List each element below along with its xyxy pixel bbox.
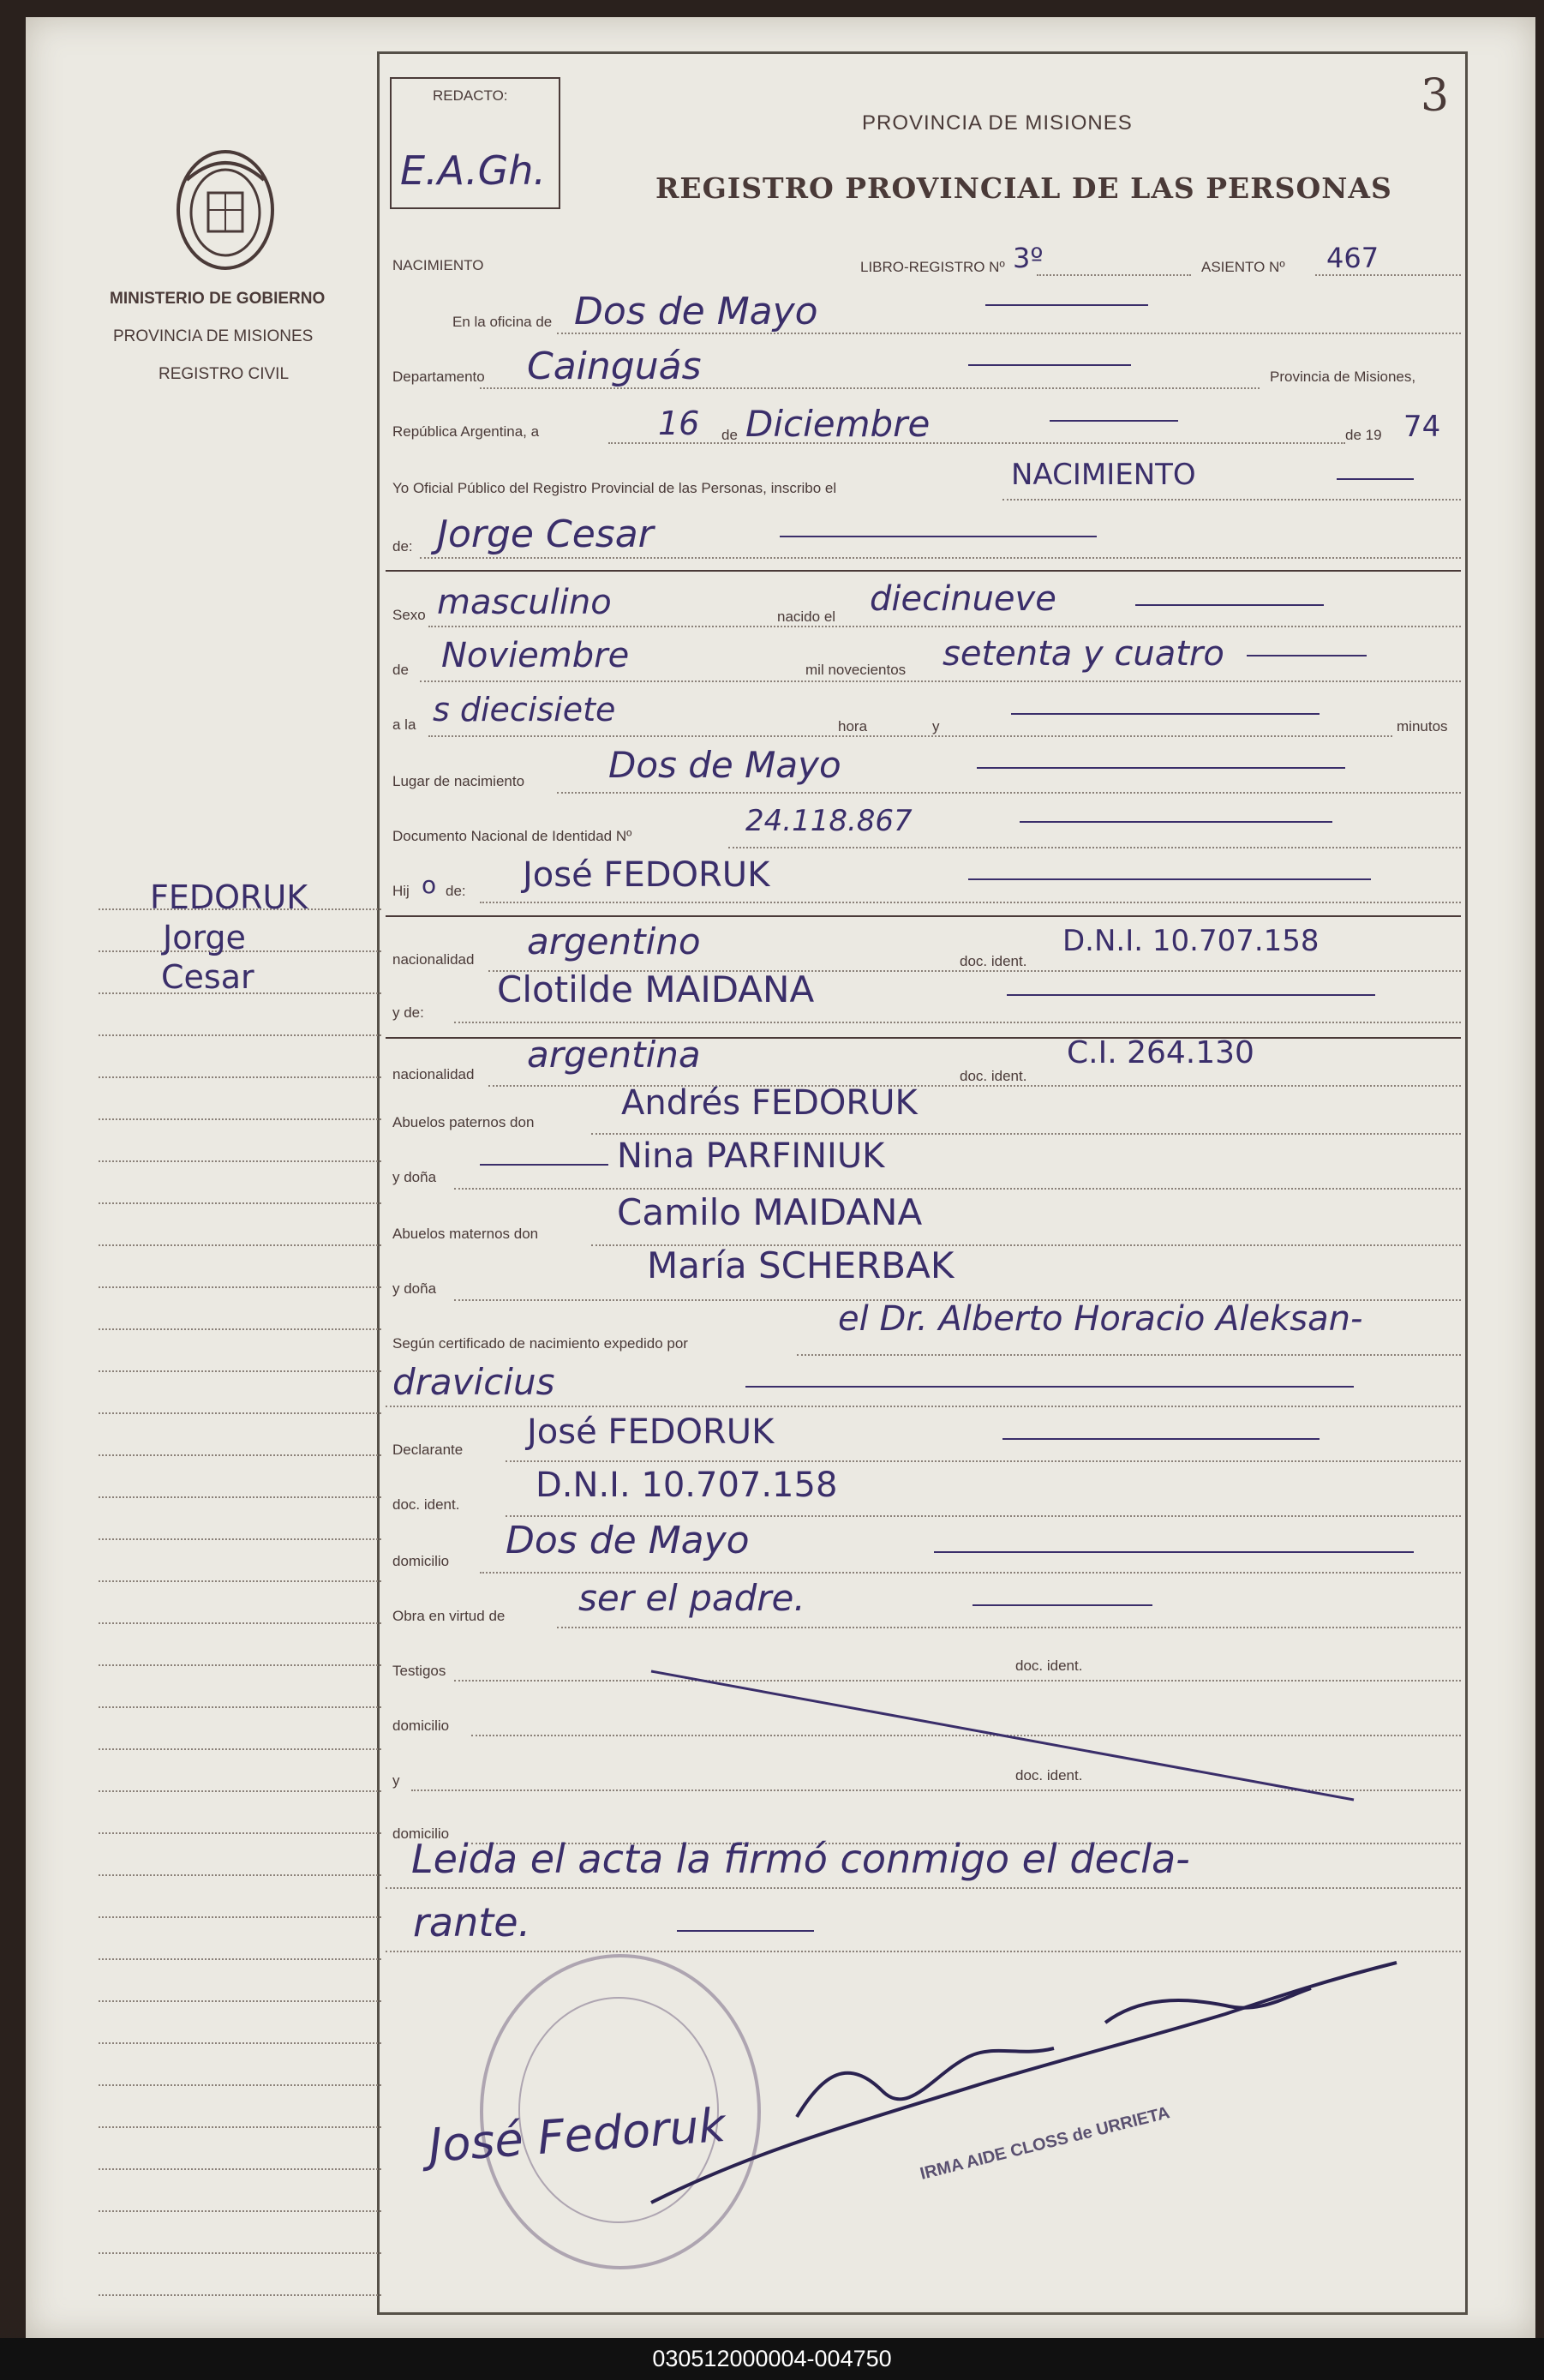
- margin-rule-line: [99, 2126, 381, 2128]
- libro-value: 3º: [1013, 242, 1044, 274]
- margin-rule-line: [99, 1412, 381, 1414]
- abuela-pat-value: Nina PARFINIUK: [617, 1136, 885, 1176]
- libro-label: LIBRO-REGISTRO Nº: [860, 259, 1005, 275]
- de-mes-label: de: [392, 662, 409, 678]
- margin-rule-line: [99, 1244, 381, 1246]
- dots-madre: [454, 1022, 1461, 1023]
- obra-value: ser el padre.: [578, 1577, 805, 1619]
- fill-dash: [1337, 478, 1414, 480]
- margin-rule-line: [99, 2084, 381, 2086]
- asiento-dots: [1315, 274, 1461, 276]
- oficial-stamp-text: IRMA AIDE CLOSS de URRIETA: [918, 2103, 1172, 2184]
- full-rule: [386, 915, 1461, 917]
- mes-value: Diciembre: [745, 403, 931, 445]
- margin-rule-line: [99, 1034, 381, 1036]
- declarante-label: Declarante: [392, 1442, 464, 1458]
- fill-dash: [1050, 420, 1178, 422]
- ministry-line2: PROVINCIA DE MISIONES: [113, 327, 314, 345]
- redacto-initials: E.A.Gh.: [400, 147, 547, 194]
- de-label: de: [721, 427, 738, 443]
- provincia-suffix: Provincia de Misiones,: [1270, 369, 1416, 385]
- registry-title: REGISTRO PROVINCIAL DE LAS PERSONAS: [655, 171, 1392, 205]
- departamento-label: Departamento: [392, 369, 485, 385]
- right-frame: [1465, 51, 1468, 2314]
- bottom-frame: [377, 2312, 1468, 2315]
- redacto-label: REDACTO:: [433, 87, 508, 104]
- margin-rule-line: [99, 2000, 381, 2002]
- abuelo-pat-value: Andrés FEDORUK: [621, 1083, 918, 1123]
- dots-sexo: [428, 626, 1461, 627]
- margin-rule-line: [99, 1538, 381, 1540]
- doc-madre-value: C.I. 264.130: [1067, 1035, 1254, 1070]
- fill-dash: [968, 364, 1131, 366]
- fill-dash: [977, 767, 1345, 769]
- record-type-label: NACIMIENTO: [392, 257, 484, 273]
- testigos-y-label: y: [392, 1772, 400, 1789]
- padre-value: José FEDORUK: [523, 855, 770, 895]
- dots-dom: [480, 1572, 1461, 1574]
- madre-value: Clotilde MAIDANA: [497, 968, 815, 1010]
- margin-rule-line: [99, 2210, 381, 2212]
- margin-rule-line: [99, 1706, 381, 1708]
- fill-dash: [985, 304, 1148, 306]
- domicilio-label: domicilio: [392, 1553, 450, 1569]
- margin-rule-line: [99, 1202, 381, 1204]
- testigos-dom-label: domicilio: [392, 1718, 450, 1734]
- margin-first-name: Jorge: [163, 919, 246, 956]
- fill-dash: [745, 1386, 1354, 1388]
- margin-rule-line: [99, 1328, 381, 1330]
- oficina-label: En la oficina de: [452, 314, 553, 330]
- y-dona-label: y doña: [392, 1169, 437, 1185]
- margin-rule-line: [99, 1916, 381, 1918]
- dots-decl: [506, 1460, 1461, 1462]
- inscribo-value: NACIMIENTO: [1011, 458, 1196, 492]
- void-strike-line: [643, 1663, 1371, 1808]
- redacto-box: [390, 77, 560, 209]
- margin-rule-line: [99, 1496, 381, 1498]
- hora-label: hora: [838, 718, 868, 734]
- asiento-label: ASIENTO Nº: [1201, 259, 1285, 275]
- asiento-value: 467: [1326, 242, 1379, 274]
- margin-rule-line: [99, 2252, 381, 2254]
- certificado-value: el Dr. Alberto Horacio Aleksan-: [838, 1299, 1363, 1339]
- lugar-value: Dos de Mayo: [608, 744, 841, 786]
- dots-cert2: [386, 1406, 1461, 1407]
- margin-rule-line: [99, 1874, 381, 1876]
- fill-dash: [968, 878, 1371, 880]
- doc-decl-value: D.N.I. 10.707.158: [536, 1466, 838, 1505]
- testigos-label: Testigos: [392, 1663, 446, 1679]
- declarante-signature: José Fedoruk: [427, 2097, 727, 2173]
- leida-line-1: Leida el acta la firmó conmigo el decla-: [411, 1836, 1190, 1882]
- fill-dash: [480, 1164, 608, 1166]
- dots-hijo: [480, 902, 1461, 903]
- margin-rule-line: [99, 2294, 381, 2296]
- margin-rule-line: [99, 1958, 381, 1960]
- dots-depto: [480, 387, 1260, 389]
- nombre-value: Jorge Cesar: [437, 513, 654, 556]
- testigos-doc2-label: doc. ident.: [1015, 1767, 1083, 1784]
- hora-value: s diecisiete: [433, 691, 616, 728]
- dots-mes: [420, 680, 1461, 682]
- testigos-dom2-label: domicilio: [392, 1825, 450, 1842]
- certificado-label: Según certificado de nacimiento expedido por: [392, 1335, 688, 1352]
- doc-ident-label: doc. ident.: [960, 953, 1027, 969]
- fill-dash: [1135, 604, 1324, 606]
- dni-label: Documento Nacional de Identidad Nº: [392, 828, 632, 844]
- nacido-label: nacido el: [777, 608, 836, 625]
- dots-cert: [797, 1354, 1461, 1356]
- nacionalidad-label: nacionalidad: [392, 951, 475, 968]
- top-frame: [377, 51, 1468, 54]
- hijo-de-label: de:: [446, 883, 466, 899]
- margin-rule-line: [99, 1370, 381, 1372]
- doc-ident-madre-label: doc. ident.: [960, 1068, 1027, 1084]
- inscribo-label: Yo Oficial Público del Registro Provincial de las Personas, inscribo el: [392, 480, 837, 496]
- dots-rep: [608, 442, 1345, 444]
- margin-rule-line: [99, 1454, 381, 1456]
- domicilio-value: Dos de Mayo: [506, 1519, 750, 1562]
- dots-oficina: [557, 333, 1461, 334]
- nac-padre-value: argentino: [527, 920, 701, 962]
- fill-dash: [780, 536, 1097, 537]
- mes-nac-value: Noviembre: [441, 636, 630, 675]
- hijo-suffix: o: [422, 871, 437, 899]
- fill-dash: [1007, 994, 1375, 996]
- testigos-doc-label: doc. ident.: [1015, 1658, 1083, 1674]
- dots-lugar: [557, 792, 1461, 794]
- nacido-value: diecinueve: [870, 579, 1056, 619]
- abuela-mat-value: María SCHERBAK: [647, 1244, 955, 1286]
- sexo-value: masculino: [437, 583, 612, 622]
- fill-dash: [972, 1604, 1152, 1606]
- doc-decl-label: doc. ident.: [392, 1496, 460, 1513]
- fill-dash: [1002, 1438, 1320, 1440]
- ministry-line3: REGISTRO CIVIL: [159, 365, 290, 383]
- obra-label: Obra en virtud de: [392, 1608, 506, 1624]
- dots-abpat: [591, 1133, 1461, 1135]
- de-nombre-label: de:: [392, 538, 413, 555]
- margin-rule-line: [99, 1748, 381, 1750]
- margin-rule-line: [99, 1076, 381, 1078]
- dots-docdecl: [506, 1515, 1461, 1517]
- dots-abpat2: [454, 1188, 1461, 1190]
- dni-value: 24.118.867: [745, 804, 913, 838]
- abuelo-mat-value: Camilo MAIDANA: [617, 1191, 923, 1233]
- document-id-footer: 030512000004-004750: [0, 2338, 1544, 2380]
- province-header: PROVINCIA DE MISIONES: [862, 111, 1133, 135]
- dots-leida: [386, 1887, 1461, 1889]
- margin-rule-line: [99, 1664, 381, 1666]
- leida-line-2: rante.: [413, 1899, 531, 1945]
- margin-surname: FEDORUK: [150, 878, 308, 916]
- dots-dni: [728, 847, 1461, 848]
- full-rule: [386, 570, 1461, 572]
- margin-rule-line: [99, 1790, 381, 1792]
- doc-padre-value: D.N.I. 10.707.158: [1062, 924, 1320, 958]
- dia-value: 16: [658, 405, 700, 442]
- libro-dots: [1037, 274, 1191, 276]
- republica-label: República Argentina, a: [392, 423, 540, 440]
- dots-obra: [557, 1627, 1461, 1628]
- fill-dash: [1011, 713, 1320, 715]
- register-page: [26, 17, 1535, 2338]
- fill-dash: [1020, 821, 1332, 823]
- y-de-label: y de:: [392, 1004, 424, 1021]
- certificado-value-2: dravicius: [392, 1361, 555, 1403]
- margin-rule-line: [99, 1580, 381, 1582]
- margin-rule-line: [99, 1286, 381, 1288]
- a-la-label: a la: [392, 716, 416, 733]
- abuelos-pat-label: Abuelos paternos don: [392, 1114, 535, 1130]
- margin-rule-line: [99, 1118, 381, 1120]
- oficial-signature: [625, 1945, 1448, 2220]
- margin-rule-line: [99, 1160, 381, 1162]
- sexo-label: Sexo: [392, 607, 426, 623]
- margin-rule-line: [99, 1832, 381, 1834]
- hijo-label: Hij: [392, 883, 410, 899]
- fill-dash: [934, 1551, 1414, 1553]
- minutos-label: minutos: [1397, 718, 1448, 734]
- page-number: 3: [1421, 70, 1450, 122]
- nac-madre-value: argentina: [527, 1034, 701, 1076]
- fill-dash: [677, 1930, 814, 1932]
- abuelos-mat-label: Abuelos maternos don: [392, 1226, 539, 1242]
- nacionalidad-madre-label: nacionalidad: [392, 1066, 475, 1082]
- dots-hora: [428, 735, 1392, 737]
- dots-nombre: [420, 557, 1461, 559]
- lugar-label: Lugar de nacimiento: [392, 773, 525, 789]
- margin-rule-line: [99, 2168, 381, 2170]
- margin-second-name: Cesar: [161, 958, 254, 996]
- anio-prefix: de 19: [1345, 427, 1382, 443]
- margin-rule-line: [99, 1622, 381, 1624]
- ministry-line1: MINISTERIO DE GOBIERNO: [110, 290, 326, 308]
- anio-nac-value: setenta y cuatro: [943, 634, 1224, 674]
- margin-divider: [377, 51, 380, 2314]
- y-dona-mat-label: y doña: [392, 1280, 437, 1297]
- margin-rule-line: [99, 2042, 381, 2044]
- departamento-value: Cainguás: [527, 345, 702, 388]
- oficina-value: Dos de Mayo: [574, 290, 818, 333]
- dots-insc: [1002, 499, 1461, 501]
- fill-dash: [1247, 655, 1367, 656]
- anio-value: 74: [1403, 410, 1441, 444]
- coat-of-arms-icon: [170, 146, 281, 274]
- declarante-value: José FEDORUK: [527, 1412, 775, 1452]
- mil-label: mil novecientos: [805, 662, 907, 678]
- y-label: y: [932, 718, 940, 734]
